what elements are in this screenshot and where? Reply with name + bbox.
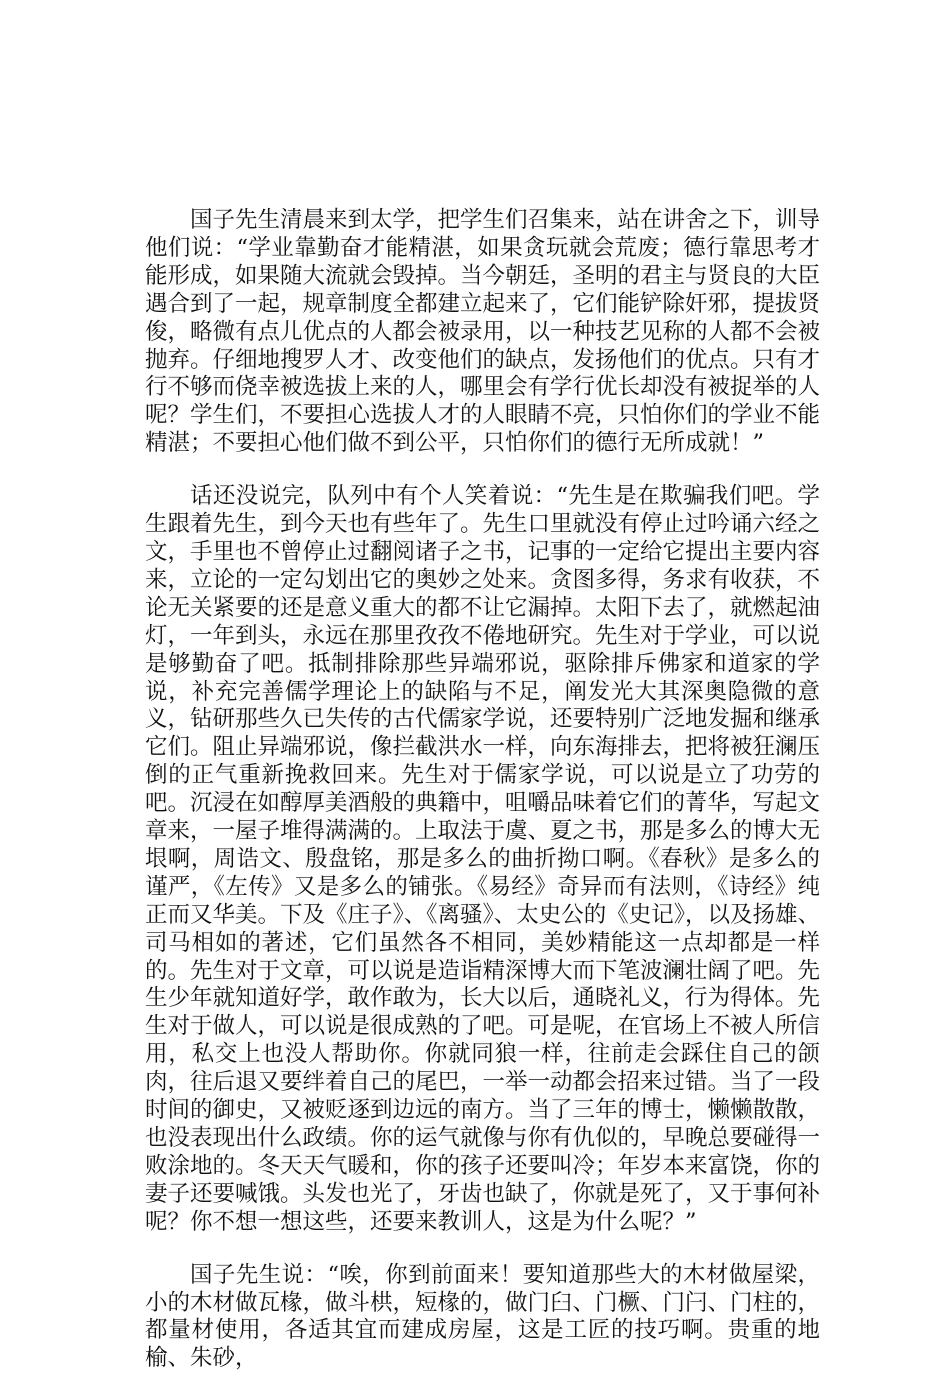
paragraph-2: 话还没说完，队列中有个人笑着说：“先生是在欺骗我们吧。学生跟着先生，到今天也有些年了。先生口里就没有停止过吟诵六经之文，手里也不曾停止过翻阅诸子之书，记事的一定给它提出主要内容来，立论的一定勾划出它的奥妙之处来。贪图多得，务求有收获，不论无关紧要的还是意义重大的都不让它漏掉。太阳下去了，就燃起油灯，一年到头，永远在那里孜孜不倦地研究。先生对于学业，可以说是够勤奋了吧。抵制排除那些异端邪说，驱除排斥佛家和道家的学说，补充完善儒学理论上的缺陷与不足，阐发光大其深奥隐微的意义，钻研那些久已失传的古代儒家学说，还要特别广泛地发掘和继承它们。阻止异端邪说，像拦截洪水一样，向东海排去，把将被狂澜压倒的正气重新挽救回来。先生对于儒家学说，可以说是立了功劳的吧。沉浸在如醇厚美酒般的典籍中，咀嚼品味着它们的菁华，写起文章来，一屋子堆得满满的。上取法于虞、夏之书，那是多么的博大无垠啊，周诰文、殷盘铭，那是多么的曲折拗口啊。《春秋》是多么的谨严，《左传》又是多么的铺张。《易经》奇异而有法则，《诗经》纯正而又华美。下及《庄子》、《离骚》、太史公的《史记》，以及扬雄、司马相如的著述，它们虽然各不相同，美妙精能这一点却都是一样的。先生对于文章，可以说是造诣精深博大而下笔波澜壮阔了吧。先生少年就知道好学，敢作敢为，长大以后，通晓礼义，行为得体。先生对于做人，可以说是很成熟的了吧。可是呢，在官场上不被人所信用，私交上也没人帮助你。你就同狼一样，往前走会踩住自己的颌肉，往后退又要绊着自己的尾巴，一举一动都会招来过错。当了一段时间的御史，又被贬逐到边远的南方。当了三年的博士，懒懒散散，也没表现出什么政绩。你的运气就像与你有仇似的，早晚总要碰得一败涂地的。冬天天气暖和，你的孩子还要叫冷；年岁本来富饶，你的妻子还要喊饿。头发也光了，牙齿也缺了，你就是死了，又于事何补呢？你不想一想这些，还要来教训人，这是为什么呢？” <box>145 483 821 1235</box>
paragraph-3: 国子先生说：“唉，你到前面来！要知道那些大的木材做屋梁，小的木材做瓦椽，做斗栱，短椽的，做门臼、门橛、门闩、门柱的，都量材使用，各适其宜而建成房屋，这是工匠的技巧啊。贵重的地榆、朱砂， <box>145 1261 821 1372</box>
paragraph-1: 国子先生清晨来到太学，把学生们召集来，站在讲舍之下，训导他们说：“学业靠勤奋才能精湛，如果贪玩就会荒废；德行靠思考才能形成，如果随大流就会毁掉。当今朝廷，圣明的君主与贤良的大臣遇合到了一起，规章制度全都建立起来了，它们能铲除奸邪，提拔贤俊，略微有点儿优点的人都会被录用，以一种技艺见称的人都不会被抛弃。仔细地搜罗人才、改变他们的缺点，发扬他们的优点。只有才行不够而侥幸被选拔上来的人，哪里会有学行优长却没有被捉举的人呢？学生们，不要担心选拔人才的人眼睛不亮，只怕你们的学业不能精湛；不要担心他们做不到公平，只怕你们的德行无所成就！” <box>145 207 821 457</box>
document-page <box>145 207 820 1373</box>
